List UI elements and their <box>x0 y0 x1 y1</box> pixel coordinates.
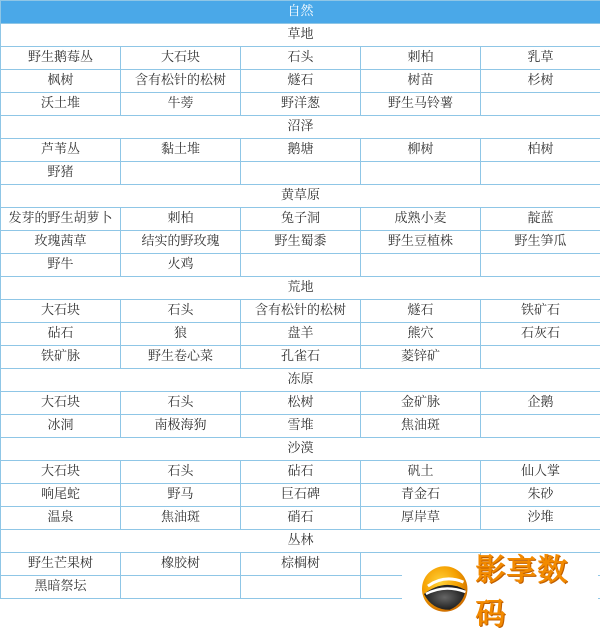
table-row <box>1 346 600 369</box>
table-cell <box>481 346 600 369</box>
table-cell: 沙堆 <box>481 507 600 530</box>
table-cell: 响尾蛇 <box>1 484 121 507</box>
table-row <box>1 162 600 185</box>
table-cell: 鹅塘 <box>241 139 361 162</box>
table-cell: 野牛 <box>1 254 121 277</box>
table-cell: 熊穴 <box>361 323 481 346</box>
section-title: 沙漠 <box>1 438 600 461</box>
section-header-row <box>1 24 600 47</box>
table-row <box>1 461 600 484</box>
table-cell: 厚岸草 <box>361 507 481 530</box>
table-cell: 野生笋瓜 <box>481 231 600 254</box>
table-cell: 松树 <box>241 392 361 415</box>
table-cell: 石头 <box>121 300 241 323</box>
watermark-text: 影享数码 <box>475 545 598 633</box>
table-cell: 大石块 <box>121 47 241 70</box>
section-header-row <box>1 277 600 300</box>
table-cell: 砧石 <box>1 323 121 346</box>
table-cell: 铁矿石 <box>481 300 600 323</box>
table-cell: 仙人掌 <box>481 461 600 484</box>
section-title: 沼泽 <box>1 116 600 139</box>
table-cell: 黑暗祭坛 <box>1 576 121 599</box>
table-cell: 牛蒡 <box>121 93 241 116</box>
table-cell: 矾土 <box>361 461 481 484</box>
table-cell: 野洋葱 <box>241 93 361 116</box>
table-cell: 狼 <box>121 323 241 346</box>
section-title: 冻原 <box>1 369 600 392</box>
table-cell: 石头 <box>121 461 241 484</box>
table-cell <box>481 93 600 116</box>
section-header-row <box>1 369 600 392</box>
table-cell: 石头 <box>241 47 361 70</box>
table-cell: 成熟小麦 <box>361 208 481 231</box>
table-cell: 杉树 <box>481 70 600 93</box>
table-cell: 结实的野玫瑰 <box>121 231 241 254</box>
table-cell: 巨石碑 <box>241 484 361 507</box>
section-title: 丛林 <box>1 530 600 553</box>
table-cell: 石头 <box>121 392 241 415</box>
table-cell <box>481 254 600 277</box>
table-cell: 刺柏 <box>121 208 241 231</box>
table-cell: 树苗 <box>361 70 481 93</box>
table-cell: 沃土堆 <box>1 93 121 116</box>
table-cell: 冰洞 <box>1 415 121 438</box>
table-cell: 盘羊 <box>241 323 361 346</box>
table-cell: 南极海狗 <box>121 415 241 438</box>
table-cell: 焦油斑 <box>361 415 481 438</box>
table-row <box>1 392 600 415</box>
table-cell: 柳树 <box>361 139 481 162</box>
section-title: 黄草原 <box>1 185 600 208</box>
table-cell: 兔子洞 <box>241 208 361 231</box>
table-row <box>1 323 600 346</box>
table-cell: 芦苇丛 <box>1 139 121 162</box>
section-header-row <box>1 438 600 461</box>
table-row <box>1 208 600 231</box>
table-cell: 雪堆 <box>241 415 361 438</box>
section-title: 荒地 <box>1 277 600 300</box>
table-row <box>1 70 600 93</box>
watermark <box>402 562 598 616</box>
table-row <box>1 93 600 116</box>
table-row <box>1 47 600 70</box>
table-cell: 硝石 <box>241 507 361 530</box>
table-row <box>1 254 600 277</box>
table-cell: 靛蓝 <box>481 208 600 231</box>
table-cell: 朱砂 <box>481 484 600 507</box>
table-cell: 石灰石 <box>481 323 600 346</box>
table-cell: 大石块 <box>1 461 121 484</box>
section-header-row <box>1 116 600 139</box>
table-cell: 含有松针的松树 <box>121 70 241 93</box>
table-cell: 野生蜀黍 <box>241 231 361 254</box>
table-cell <box>361 254 481 277</box>
table-cell: 橡胶树 <box>121 553 241 576</box>
table-row <box>1 139 600 162</box>
title-row <box>1 1 600 24</box>
table-cell: 菱锌矿 <box>361 346 481 369</box>
table-cell: 柏树 <box>481 139 600 162</box>
table-cell: 金矿脉 <box>361 392 481 415</box>
table-cell: 大石块 <box>1 392 121 415</box>
table-cell: 棕榈树 <box>241 553 361 576</box>
table-cell: 野生豆植株 <box>361 231 481 254</box>
table-cell: 砧石 <box>241 461 361 484</box>
table-cell: 黏土堆 <box>121 139 241 162</box>
nature-table-body <box>1 1 600 599</box>
table-cell: 青金石 <box>361 484 481 507</box>
table-cell: 野生鹅莓丛 <box>1 47 121 70</box>
table-cell <box>241 162 361 185</box>
table-cell: 刺柏 <box>361 47 481 70</box>
table-cell: 企鹅 <box>481 392 600 415</box>
table-cell: 野生卷心菜 <box>121 346 241 369</box>
table-cell: 温泉 <box>1 507 121 530</box>
table-cell: 野马 <box>121 484 241 507</box>
table-row <box>1 484 600 507</box>
table-cell <box>121 162 241 185</box>
table-cell <box>481 415 600 438</box>
globe-logo-icon <box>420 564 469 614</box>
table-cell: 焦油斑 <box>121 507 241 530</box>
table-row <box>1 300 600 323</box>
table-cell <box>361 162 481 185</box>
table-cell <box>481 162 600 185</box>
table-cell: 野生马铃薯 <box>361 93 481 116</box>
table-cell: 野生芒果树 <box>1 553 121 576</box>
table-cell: 燧石 <box>361 300 481 323</box>
table-cell <box>241 254 361 277</box>
table-row <box>1 415 600 438</box>
table-cell: 孔雀石 <box>241 346 361 369</box>
table-cell: 玫瑰茜草 <box>1 231 121 254</box>
table-cell <box>241 576 361 599</box>
table-cell: 火鸡 <box>121 254 241 277</box>
section-title: 草地 <box>1 24 600 47</box>
table-row <box>1 231 600 254</box>
table-cell: 野猪 <box>1 162 121 185</box>
section-header-row <box>1 185 600 208</box>
table-cell: 燧石 <box>241 70 361 93</box>
table-row <box>1 507 600 530</box>
table-cell: 枫树 <box>1 70 121 93</box>
table-title: 自然 <box>1 1 600 24</box>
table-cell: 乳草 <box>481 47 600 70</box>
table-cell: 含有松针的松树 <box>241 300 361 323</box>
table-cell: 发芽的野生胡萝卜 <box>1 208 121 231</box>
table-cell: 大石块 <box>1 300 121 323</box>
table-cell: 铁矿脉 <box>1 346 121 369</box>
table-cell <box>121 576 241 599</box>
